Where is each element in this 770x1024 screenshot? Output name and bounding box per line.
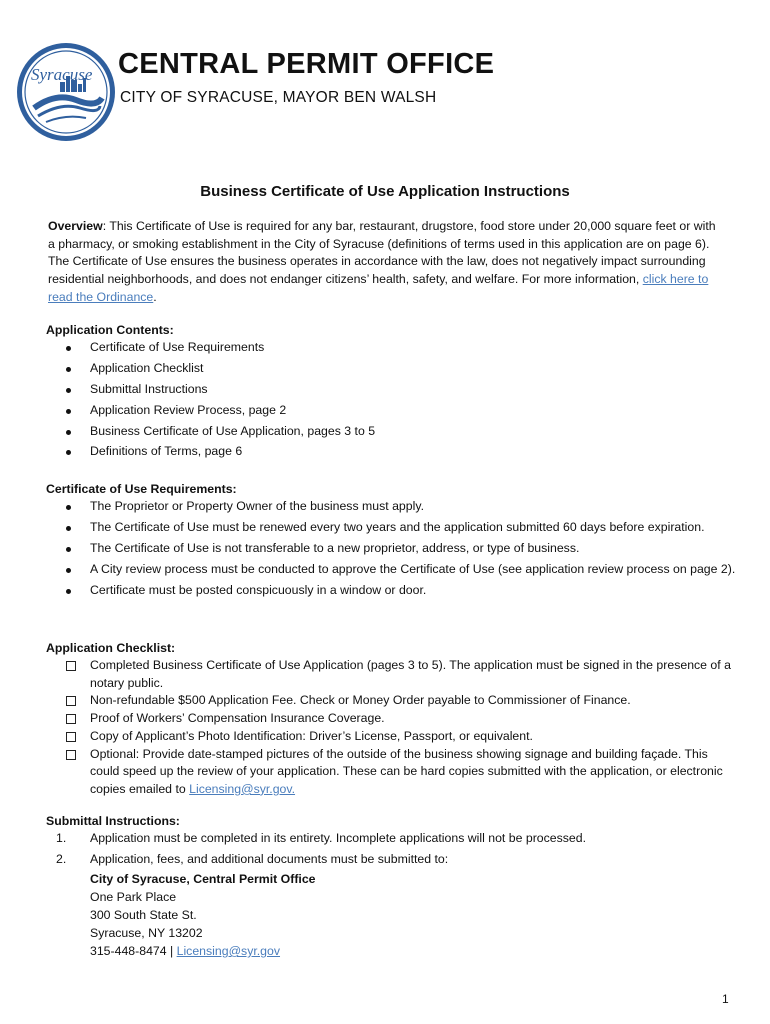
bullet-icon xyxy=(66,346,71,351)
bullet-icon xyxy=(66,450,71,455)
submittal-instructions-section xyxy=(46,813,736,961)
list-item: Business Certificate of Use Application, pages 3 to 5 xyxy=(46,423,736,441)
address-line: One Park Place xyxy=(90,890,177,905)
requirements-heading: Certificate of Use Requirements: xyxy=(46,482,237,496)
checklist-item: Completed Business Certificate of Use Application (pages 3 to 5). The application must be signed in the presence of a notary public. xyxy=(46,657,736,692)
overview-text: : This Certificate of Use is required for any bar, restaurant, drugstore, food store under 20,000 square feet or with a pharmacy, or smoking establishment in the City of Syracuse (definitions of terms used in this application are on page 6). The Certificate of Use ensures the business operates in accordance with the law, does not negatively impact surrounding residential neighborhoods, and does not endanger citizens’ health, safety, and welfare. For more information, xyxy=(48,219,716,287)
list-item: The Certificate of Use is not transferable to a new proprietor, address, or type of business. xyxy=(46,540,736,558)
bullet-icon xyxy=(66,589,71,594)
list-item: Certificate must be posted conspicuously in a window or door. xyxy=(46,582,736,600)
numbered-item: 1. Application must be completed in its entirety. Incomplete applications will not be processed. xyxy=(56,831,587,845)
list-item: Application Review Process, page 2 xyxy=(46,402,736,420)
contents-heading: Application Contents: xyxy=(46,323,174,337)
list-item: A City review process must be conducted to approve the Certificate of Use (see application review process on page 2). xyxy=(46,561,736,579)
list-item: Definitions of Terms, page 6 xyxy=(46,443,736,461)
mailing-address xyxy=(46,871,736,961)
address-name: City of Syracuse, Central Permit Office xyxy=(90,872,316,887)
checkbox-icon[interactable] xyxy=(66,714,76,724)
bullet-icon xyxy=(66,568,71,573)
overview-label: Overview xyxy=(48,219,103,233)
application-contents-section xyxy=(46,322,736,464)
bullet-icon xyxy=(66,409,71,414)
submittal-heading: Submittal Instructions: xyxy=(46,814,180,828)
list-item: Submittal Instructions xyxy=(46,381,736,399)
list-item: The Proprietor or Property Owner of the business must apply. xyxy=(46,498,736,516)
address-line: 300 South State St. xyxy=(90,908,197,923)
office-title: CENTRAL PERMIT OFFICE xyxy=(118,48,495,80)
bullet-icon xyxy=(66,388,71,393)
bullet-icon xyxy=(66,430,71,435)
numbered-item: 2. Application, fees, and additional documents must be submitted to: xyxy=(56,851,449,866)
bullet-icon xyxy=(66,367,71,372)
list-item: Certificate of Use Requirements xyxy=(46,339,736,357)
bullet-icon xyxy=(66,526,71,531)
contact-line: 315-448-8474 | Licensing@syr.gov xyxy=(90,944,281,959)
city-seal-logo xyxy=(16,42,116,142)
document-title: Business Certificate of Use Application Instructions xyxy=(200,183,570,200)
checkbox-icon[interactable] xyxy=(66,696,76,706)
checkbox-icon[interactable] xyxy=(66,750,76,760)
contact-email-link[interactable]: Licensing@syr.gov xyxy=(176,944,281,959)
page-number: 1 xyxy=(722,992,729,1006)
requirements-section xyxy=(46,481,736,603)
svg-text:Syracuse: Syracuse xyxy=(31,65,93,84)
checkbox-icon[interactable] xyxy=(66,661,76,671)
list-item: The Certificate of Use must be renewed every two years and the application submitted 60 days before expiration. xyxy=(46,519,736,537)
list-item: Application Checklist xyxy=(46,360,736,378)
application-checklist-section xyxy=(46,640,736,799)
bullet-icon xyxy=(66,547,71,552)
office-subtitle: CITY OF SYRACUSE, MAYOR BEN WALSH xyxy=(120,89,437,106)
bullet-icon xyxy=(66,505,71,510)
checkbox-icon[interactable] xyxy=(66,732,76,742)
checklist-heading: Application Checklist: xyxy=(46,641,176,655)
address-line: Syracuse, NY 13202 xyxy=(90,926,203,941)
checklist-item: Non-refundable $500 Application Fee. Check or Money Order payable to Commissioner of Finance. xyxy=(46,692,736,710)
checklist-item: Copy of Applicant’s Photo Identification: Driver’s License, Passport, or equivalent. xyxy=(46,728,736,746)
checklist-item: Optional: Provide date-stamped pictures of the outside of the business showing signage and building façade. This could speed up the review of your application. These can be hard copies submitted with the application, or electronic copies emailed to Licensing@syr.gov. xyxy=(46,746,736,799)
checklist-item: Proof of Workers’ Compensation Insurance Coverage. xyxy=(46,710,736,728)
overview-paragraph: Overview: This Certificate of Use is required for any bar, restaurant, drugstore, food store under 20,000 square feet or with a pharmacy, or smoking establishment in the City of Syracuse (definitions of terms used in this application are on page 6). The Certificate of Use ensures the business operates in accordance with the law, does not negatively impact surrounding residential neighborhoods, and does not endanger citizens’ health, safety, and welfare. For more information, click here to read the Ordinance. xyxy=(48,219,716,304)
email-link[interactable]: Licensing@syr.gov. xyxy=(189,781,296,796)
ordinance-link[interactable]: click here to read the Ordinance xyxy=(48,272,709,304)
